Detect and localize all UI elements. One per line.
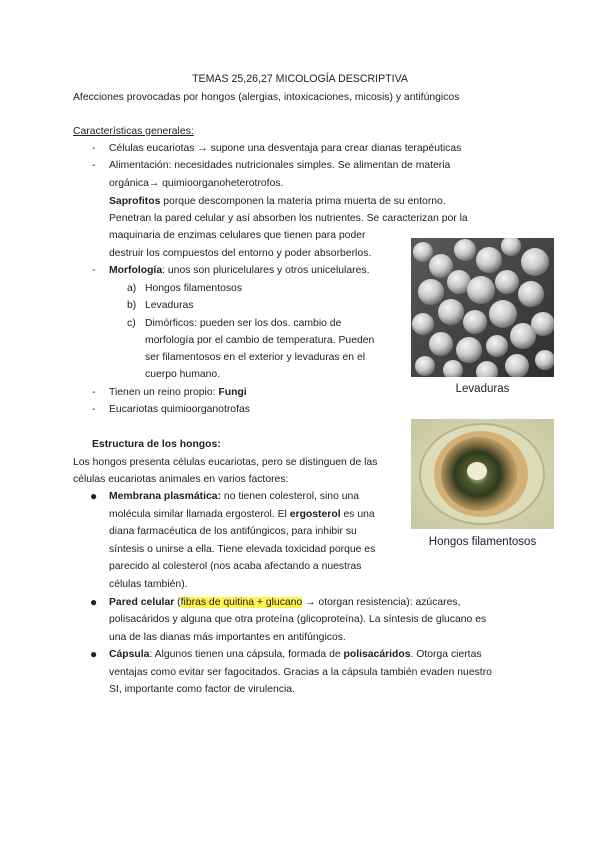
bullet-dash: - xyxy=(92,160,96,171)
highlight: fibras de quitina + glucano xyxy=(180,597,303,608)
yeast-caption: Levaduras xyxy=(455,383,510,395)
pared-line-3: una de las dianas más importantes en antifúngicos. xyxy=(109,632,346,643)
sub-item-a: Hongos filamentosos xyxy=(145,283,243,294)
capsula-line: Cápsula: Algunos tienen una cápsula, formada de polisacáridos. Otorga ciertas xyxy=(109,649,482,660)
saprofitos-line-4: destruir los compuestos del entorno y poder absorberlos. xyxy=(109,248,372,259)
capsula-line-2: ventajas como evitar ser fagocitados. Gracias a la cápsula también evaden nuestro xyxy=(109,667,492,678)
membrana-line-2: molécula similar llamada ergosterol. El ergosterol es una xyxy=(109,509,375,520)
pared-line-2: polisacáridos y alguna que otra proteína (glicoproteína). La síntesis de glucano es xyxy=(109,614,487,625)
saprofitos-line-2: Penetran la pared celular y así absorben los nutrientes. Se caracterizan por la xyxy=(109,213,468,224)
membrana-line-3: diana farmacéutica de los antifúngicos, para inhibir su xyxy=(109,526,357,537)
bullet-dot: ● xyxy=(90,647,98,661)
sub-item-c-3: ser filamentosos en el exterior y levaduras en el xyxy=(145,352,366,363)
sub-item-c-4: cuerpo humano. xyxy=(145,369,221,380)
membrana-line: Membrana plasmática: no tienen colesterol, sino una xyxy=(109,491,360,502)
sub-item-b: Levaduras xyxy=(145,300,194,311)
bullet-dash: - xyxy=(92,143,96,154)
membrana-line-5: parecido al colesterol (nos acaba afectando a nuestras xyxy=(109,561,362,572)
bullet-dash: - xyxy=(92,404,96,415)
structure-intro-2: células eucariotas animales en varios factores: xyxy=(73,474,289,485)
bullet-dot: ● xyxy=(90,489,98,503)
page-title: TEMAS 25,26,27 MICOLOGÍA DESCRIPTIVA xyxy=(192,73,408,85)
subtitle: Afecciones provocadas por hongos (alergias, intoxicaciones, micosis) y antifúngicos xyxy=(73,92,460,103)
general-heading: Características generales: xyxy=(73,126,194,137)
bullet-dash: - xyxy=(92,387,96,398)
pared-line: Pared celular (fibras de quitina + glucano → otorgan resistencia): azúcares, xyxy=(109,597,461,608)
structure-heading: Estructura de los hongos: xyxy=(92,439,221,450)
general-item-1: Células eucariotas → supone una desventaja para crear dianas terapéuticas xyxy=(109,143,462,154)
list-marker-c: c) xyxy=(127,318,136,329)
list-marker-b: b) xyxy=(127,300,137,311)
bullet-dot: ● xyxy=(90,595,98,609)
list-marker-a: a) xyxy=(127,283,137,294)
membrana-line-6: células también). xyxy=(109,579,188,590)
bullet-dash: - xyxy=(92,265,96,276)
sub-item-c-2: morfología por el cambio de temperatura. Pueden xyxy=(145,335,375,346)
mold-caption: Hongos filamentosos xyxy=(428,536,537,548)
saprofitos-line: Saprofitos porque descomponen la materia prima muerta de su entorno. xyxy=(109,196,446,207)
mold-photo xyxy=(411,419,554,529)
general-item-last: Eucariotas quimioorganotrofas xyxy=(109,404,250,415)
morfologia-line: Morfología: unos son pluricelulares y otros unicelulares. xyxy=(109,265,370,276)
sub-item-c: Dimórficos: pueden ser los dos. cambio de xyxy=(145,318,342,329)
structure-intro: Los hongos presenta células eucariotas, pero se distinguen de las xyxy=(73,457,378,468)
general-item-2-cont: orgánica→ quimioorganoheterotrofos. xyxy=(109,178,284,189)
membrana-line-4: síntesis o unirse a ella. Tiene elevada toxicidad porque es xyxy=(109,544,376,555)
capsula-line-3: SI, importante como factor de virulencia. xyxy=(109,684,295,695)
yeast-photo xyxy=(411,238,554,377)
reino-line: Tienen un reino propio: Fungi xyxy=(109,387,247,398)
saprofitos-line-3: maquinaria de enzimas celulares que tienen para poder xyxy=(109,230,366,241)
general-item-2: Alimentación: necesidades nutricionales simples. Se alimentan de materia xyxy=(109,160,451,171)
